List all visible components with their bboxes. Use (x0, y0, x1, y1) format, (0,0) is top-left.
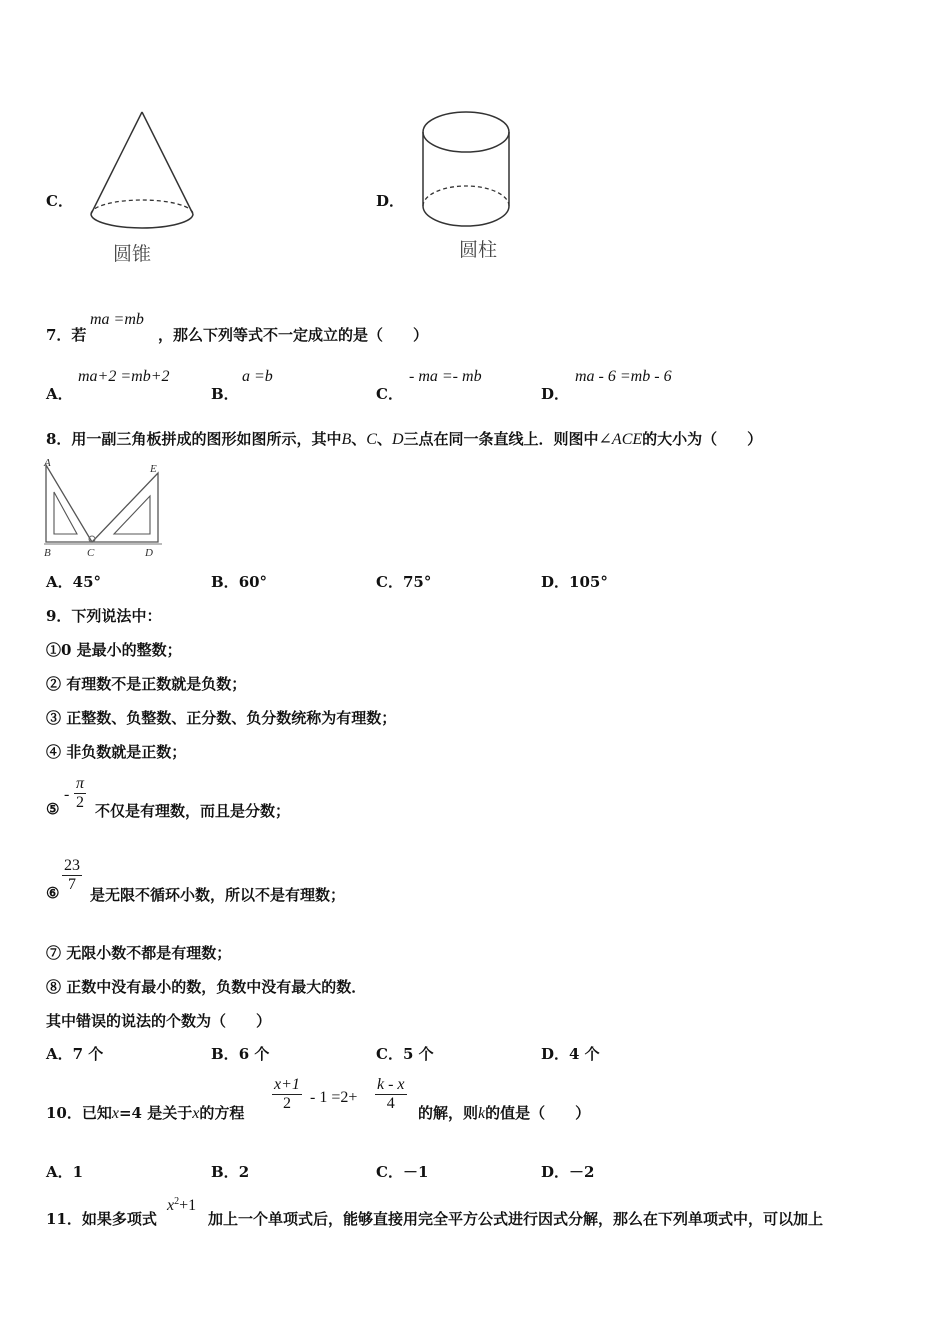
q10-stem-b: 的解，则k的值是（ ） (418, 1104, 591, 1122)
q10-stem-a: 10．已知x=4 是关于x的方程 (46, 1104, 245, 1122)
q8-angle: ∠ACE (598, 431, 643, 448)
q9-s5-fraction: π 2 (76, 775, 85, 811)
q9-option-c: C．5 个 (376, 1045, 434, 1063)
q9-question: 其中错误的说法的个数为（ ） (46, 1012, 272, 1030)
q7-option-a-expr: ma+2 =mb+2 (78, 368, 170, 385)
q7-prefix: 7．若 (46, 326, 87, 344)
figure-label-e: E (150, 463, 157, 475)
triangle-ruler-figure (40, 456, 168, 560)
q7-option-d-expr: ma - 6 =mb - 6 (575, 368, 672, 385)
q9-statement-7: ⑦ 无限小数不都是有理数； (46, 944, 232, 962)
q9-s6-fraction: 23 7 (64, 857, 80, 893)
q11-polynomial: $x^2+1$ (167, 1196, 197, 1214)
q9-statement-6-mark: ⑥ (46, 884, 60, 902)
q10-middle-expr: - 1 =2+ (310, 1089, 358, 1106)
q7-option-b-label: B． (211, 385, 239, 403)
q8-sep2: 、 (376, 430, 392, 448)
figure-label-d: D (145, 547, 153, 559)
q7-option-a-label: A． (46, 385, 73, 403)
figure-label-c: C (87, 547, 95, 559)
q10-option-d: D．－2 (541, 1163, 595, 1181)
figure-label-b: B (44, 547, 51, 559)
q8-stem-b: 三点在同一条直线上．则图中 (403, 430, 599, 448)
cone-figure (84, 106, 204, 276)
q7-option-b-expr: a =b (242, 368, 273, 385)
option-d-label: D． (376, 192, 405, 210)
q9-statement-4: ④ 非负数就是正数； (46, 743, 187, 761)
q10-fraction-1: x+1 2 (274, 1076, 300, 1112)
q8-point-b: B (341, 431, 352, 448)
q8-point-c: C (366, 431, 377, 448)
q7-option-d-label: D． (541, 385, 570, 403)
q9-statement-2: ② 有理数不是正数就是负数； (46, 675, 247, 693)
cone-caption: 圆锥 (112, 244, 152, 265)
q9-stem: 9．下列说法中： (46, 607, 162, 625)
q9-s5-sign: - (64, 786, 70, 803)
q9-statement-8: ⑧ 正数中没有最小的数，负数中没有最大的数． (46, 978, 367, 996)
q9-statement-6-text: 是无限不循环小数，所以不是有理数； (90, 886, 346, 904)
q11-stem-a: 11．如果多项式 (46, 1210, 157, 1228)
q11-stem-b: 加上一个单项式后，能够直接用完全平方公式进行因式分解，那么在下列单项式中，可以加上 (208, 1210, 824, 1228)
q9-option-a: A．7 个 (46, 1045, 104, 1063)
q9-option-d: D．4 个 (541, 1045, 600, 1063)
q8-option-c: C．75° (376, 573, 432, 591)
q8-option-d: D．105° (541, 573, 608, 591)
q9-statement-5-text: 不仅是有理数，而且是分数； (95, 802, 291, 820)
q8-stem-c: 的大小为（ ） (642, 430, 763, 448)
q7-stem: ，那么下列等式不一定成立的是（ ） (158, 326, 429, 344)
q8-option-a: A．45° (46, 573, 102, 591)
q10-fraction-2: k - x 4 (377, 1076, 405, 1112)
q8-stem (46, 428, 762, 449)
q9-statement-5-mark: ⑤ (46, 800, 60, 818)
q9-statement-1: ①0 是最小的整数； (46, 641, 182, 659)
q10-option-a: A．1 (46, 1163, 84, 1181)
q7-option-c-label: C． (376, 385, 403, 403)
cylinder-figure (418, 102, 518, 272)
q8-stem-a: 8．用一副三角板拼成的图形如图所示，其中 (46, 430, 342, 448)
q8-option-b: B．60° (211, 573, 268, 591)
q7-condition: ma =mb (90, 311, 144, 328)
q7-option-c-expr: - ma =- mb (409, 368, 482, 385)
cylinder-caption: 圆柱 (458, 240, 498, 261)
q9-statement-3: ③ 正整数、负整数、正分数、负分数统称为有理数； (46, 709, 397, 727)
q10-option-c: C．－1 (376, 1163, 429, 1181)
q9-option-b: B．6 个 (211, 1045, 270, 1063)
q8-sep1: 、 (351, 430, 367, 448)
q8-point-d: D (391, 431, 404, 448)
option-c-label: C． (46, 192, 73, 210)
figure-label-a: A (44, 457, 51, 469)
q10-option-b: B．2 (211, 1163, 250, 1181)
